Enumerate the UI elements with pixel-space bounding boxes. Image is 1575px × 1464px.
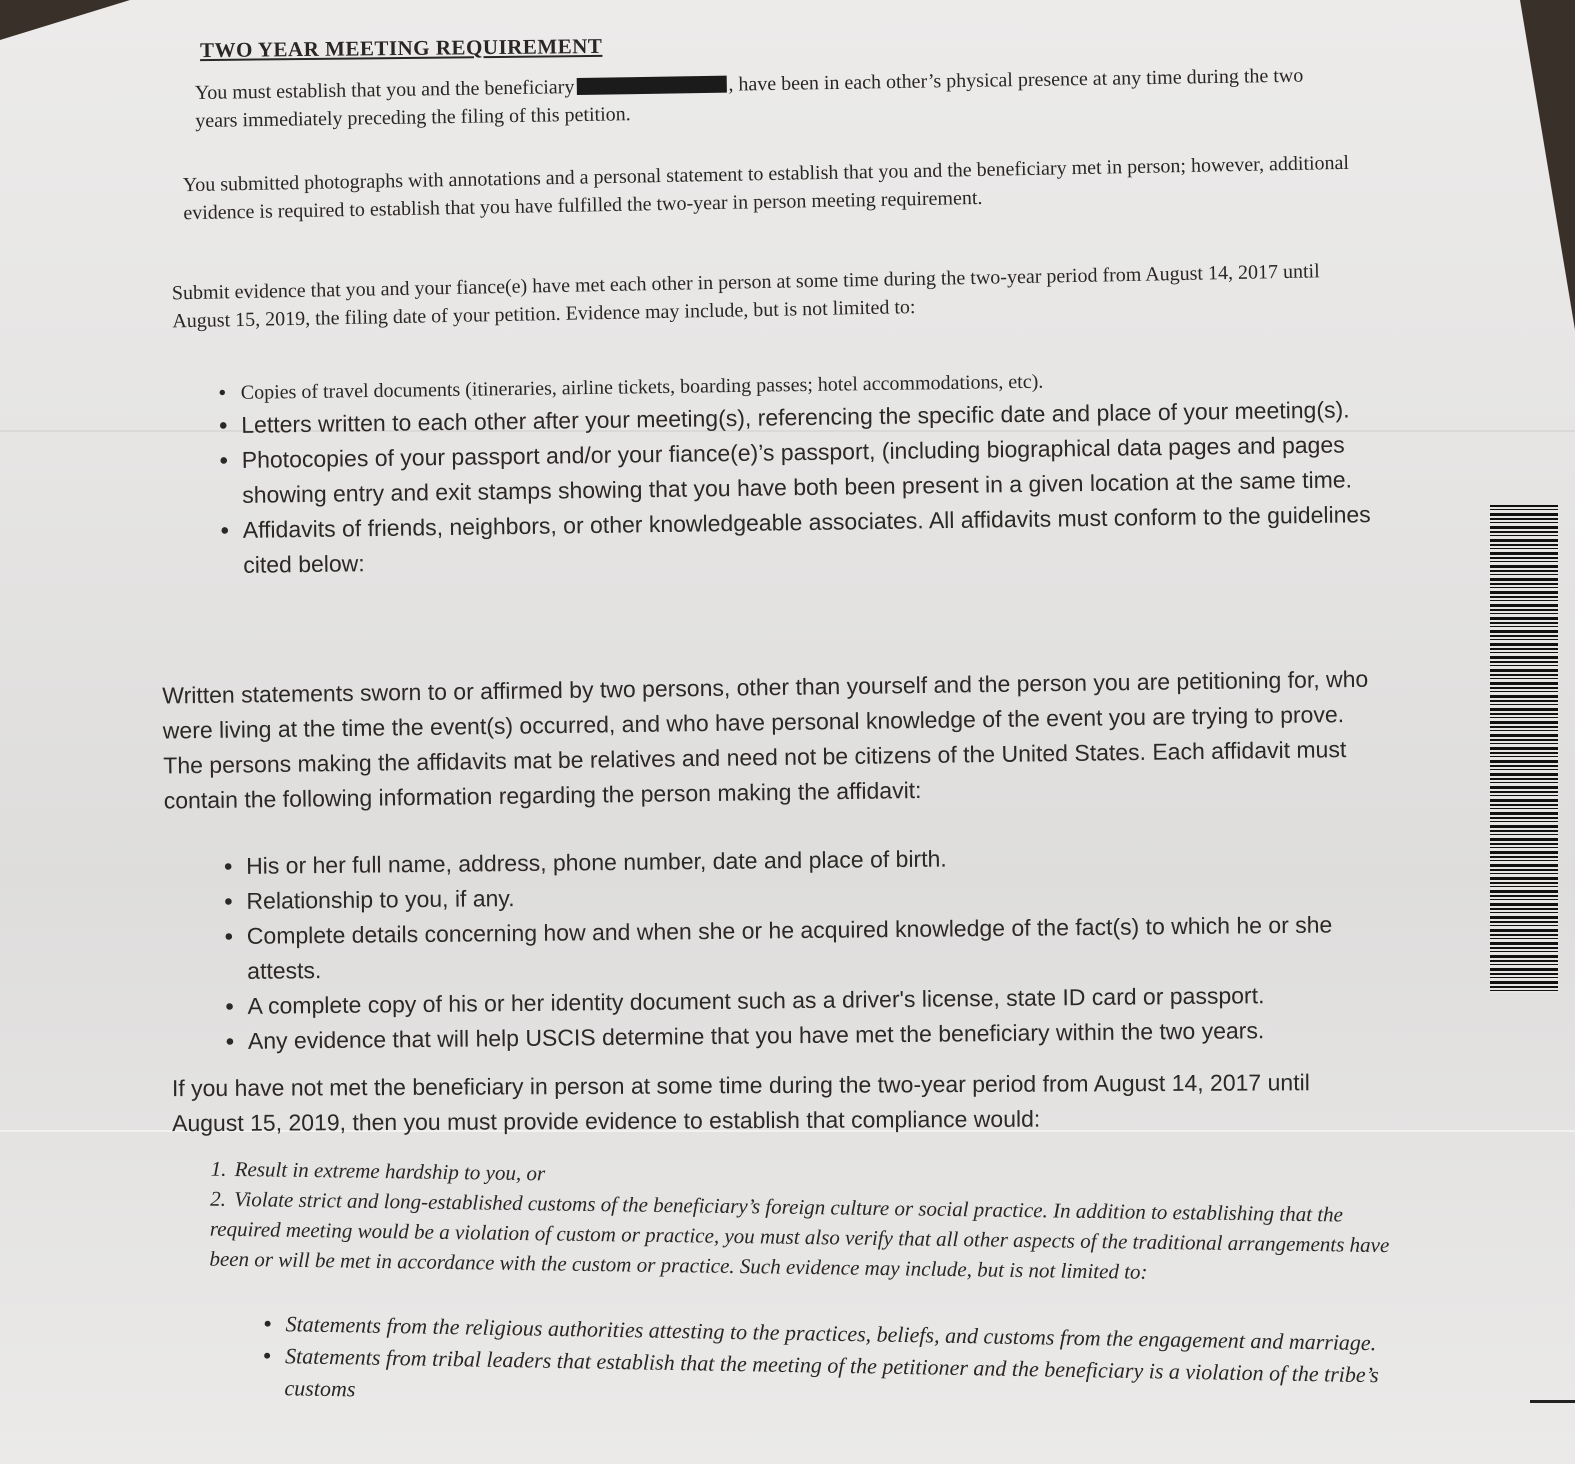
list-item: • His or her full name, address, phone number, date and place of birth. <box>224 837 1384 884</box>
redacted-name <box>576 76 726 95</box>
travel-evidence-list <box>219 362 1392 583</box>
list-item: • Statements from the religious authorities attesting to the practices, beliefs, and customs from the engagement and marriage. <box>263 1308 1428 1360</box>
requirement-text-end: , have been in each other’s physical presence at any time during the two years immediately preceding the filing of this petition. <box>195 64 1304 133</box>
paragraph-affidavit-guidelines: Written statements sworn to or affirmed by two persons, other than yourself and the person you are petitioning for, who were living at the time the event(s) occurred, and who have personal knowledge of the event you are trying to prove. The persons making the affidavits mat be relatives and need not be citizens of the United States. Each affidavit must contain the following information regarding the person making the affidavit: <box>162 665 1369 814</box>
item-number: 2. <box>210 1186 227 1211</box>
list-item: • Any evidence that will help USCIS determine that you have met the beneficiary within the two years. <box>226 1012 1386 1059</box>
item-text: Violate strict and long-established customs of the beneficiary’s foreign culture or social practice. In addition to establishing that the required meeting would be a violation of custom or practice, you must also verify that all other aspects of the traditional arrangements have been or will be met in accordance with the custom or practice. Such evidence may include, but is not limited to: <box>209 1186 1390 1284</box>
item-number: 1. <box>210 1156 227 1181</box>
paragraph-submitted-evidence: You submitted photographs with annotations and a personal statement to establish that you and the beneficiary met in person; however, additional evidence is required to establish that you have fulfilled the two-year in person meeting requirement. <box>182 151 1350 225</box>
compliance-numbered-list <box>209 1154 1406 1291</box>
list-item: • Complete details concerning how and when she or he acquired knowledge of the fact(s) to which he or she attests. <box>225 907 1386 989</box>
item-text: Result in extreme hardship to you, or <box>234 1156 546 1186</box>
list-item: • Letters written to each other after your meeting(s), referencing the specific date and place of your meeting(s). <box>219 392 1389 443</box>
barcode-image <box>1490 505 1558 993</box>
requirement-text-start: You must establish that you and the beneficiary <box>194 76 575 105</box>
list-item: • Statements from tribal leaders that establish that the meeting of the petitioner and the beneficiary is a violation of the tribe’s customs <box>262 1340 1428 1424</box>
list-item: • Copies of travel documents (itineraries, airline tickets, boarding passes; hotel accommodations, etc). <box>219 362 1389 408</box>
section-title: TWO YEAR MEETING REQUIREMENT <box>199 33 603 63</box>
list-item: • Photocopies of your passport and/or your fiance(e)’s passport, (including biographical data pages and pages showing entry and exit stamps showing that you have both been present in a given location at the same time. <box>220 427 1391 513</box>
numbered-item <box>209 1184 1405 1291</box>
paragraph-submit-evidence: Submit evidence that you and your fiance(e) have met each other in person at some time during the two-year period from August 14, 2017 until August 15, 2019, the filing date of your petition. Evidence may include, but is not limited to: <box>171 260 1320 333</box>
list-item: • A complete copy of his or her identity document such as a driver's license, state ID card or passport. <box>225 977 1385 1024</box>
margin-mark <box>1530 1400 1575 1403</box>
paragraph-compliance: If you have not met the beneficiary in person at some time during the two-year period from August 14, 2017 until August 15, 2019, then you must provide evidence to establish that compliance would: <box>171 1069 1310 1137</box>
paragraph-requirement <box>195 61 1346 135</box>
list-item: • Affidavits of friends, neighbors, or other knowledgeable associates. All affidavits must conform to the guidelines cited below: <box>221 497 1392 583</box>
affidavit-requirements-list <box>224 837 1386 1059</box>
list-item: • Relationship to you, if any. <box>224 872 1384 919</box>
customs-evidence-list <box>262 1308 1428 1424</box>
